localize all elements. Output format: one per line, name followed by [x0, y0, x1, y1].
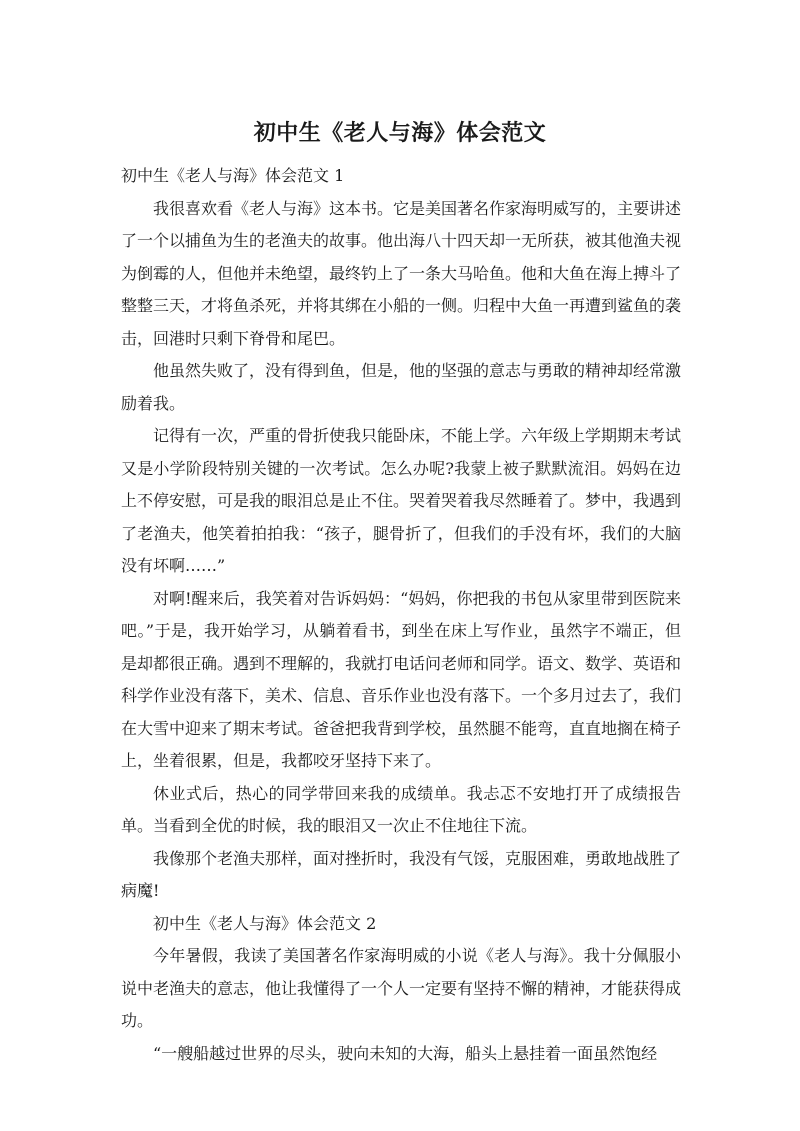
paragraph: 记得有一次，严重的骨折使我只能卧床，不能上学。六年级上学期期末考试又是小学阶段特别关键的一次考试。怎么办呢?我蒙上被子默默流泪。妈妈在边上不停安慰，可是我的眼泪总是止不住。哭着哭着我尽然睡着了。梦中，我遇到了老渔夫，他笑着拍拍我：“孩子，腿骨折了，但我们的手没有坏，我们的大脑没有坏啊……”: [121, 426, 682, 575]
paragraph: 对啊!醒来后，我笑着对告诉妈妈：“妈妈，你把我的书包从家里带到医院来吧。”于是，我开始学习，从躺着看书，到坐在床上写作业，虽然字不端正，但是却都很正确。遇到不理解的，我就打电话问老师和同学。语文、数学、英语和科学作业没有落下，美术、信息、音乐作业也没有落下。一个多月过去了，我们在大雪中迎来了期末考试。爸爸把我背到学校，虽然腿不能弯，直直地搁在椅子上，坐着很累，但是，我都咬牙坚持下来了。: [121, 588, 682, 770]
document-body: [121, 160, 681, 1070]
paragraph: 他虽然失败了，没有得到鱼，但是，他的坚强的意志与勇敢的精神却经常激励着我。: [121, 361, 682, 413]
section-heading-1: 初中生《老人与海》体会范文 1: [121, 166, 345, 185]
document-title: 初中生《老人与海》体会范文: [253, 121, 547, 146]
paragraph: 我像那个老渔夫那样，面对挫折时，我没有气馁，克服困难，勇敢地战胜了病魔!: [121, 848, 682, 900]
section-heading-2: 初中生《老人与海》体会范文 2: [153, 913, 377, 933]
paragraph: 今年暑假，我读了美国著名作家海明威的小说《老人与海》。我十分佩服小说中老渔夫的意志，他让我懂得了一个人一定要有坚持不懈的精神，才能获得成功。: [121, 946, 682, 1030]
paragraph: “一艘船越过世界的尽头，驶向未知的大海，船头上悬挂着一面虽然饱经: [153, 1043, 658, 1063]
paragraph: 我很喜欢看《老人与海》这本书。它是美国著名作家海明威写的，主要讲述了一个以捕鱼为生的老渔夫的故事。他出海八十四天却一无所获，被其他渔夫视为倒霉的人，但他并未绝望，最终钓上了一条大马哈鱼。他和大鱼在海上搏斗了整整三天，才将鱼杀死，并将其绑在小船的一侧。归程中大鱼一再遭到鲨鱼的袭击，回港时只剩下脊骨和尾巴。: [121, 198, 682, 348]
paragraph: 休业式后，热心的同学带回来我的成绩单。我忐忑不安地打开了成绩报告单。当看到全优的时候，我的眼泪又一次止不住地往下流。: [121, 783, 681, 835]
